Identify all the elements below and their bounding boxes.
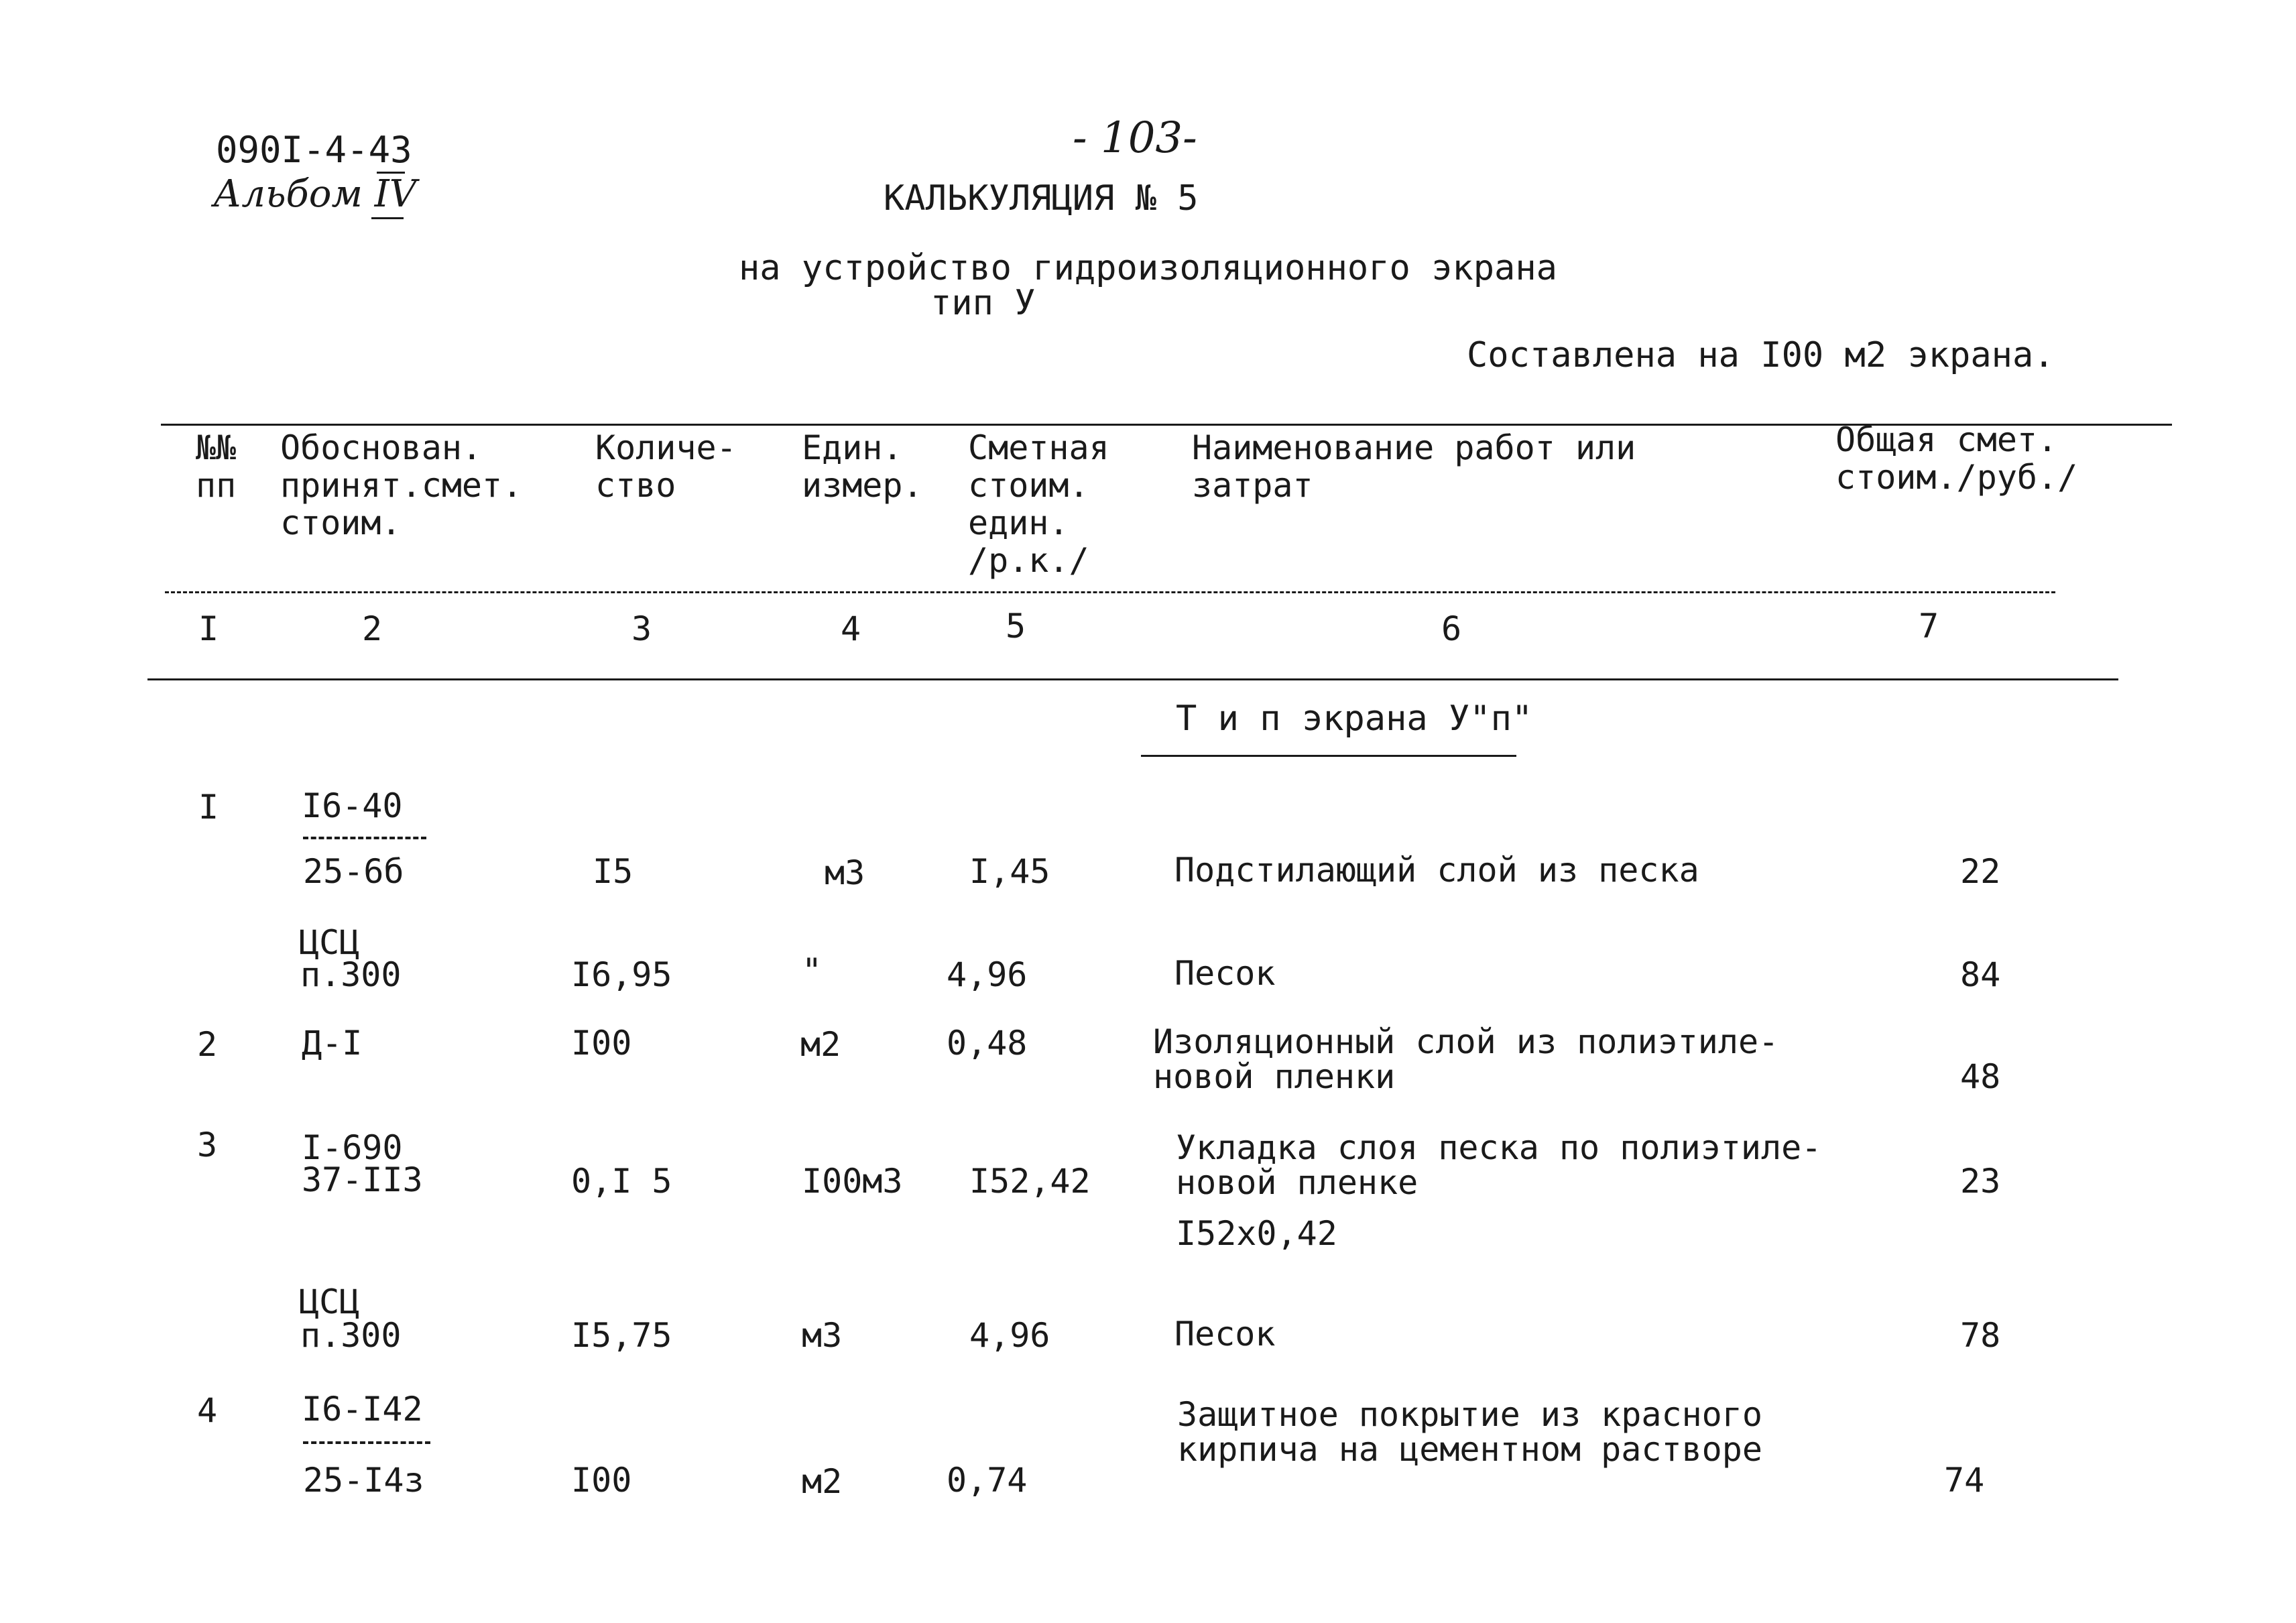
col-number-6: 6 [1441, 609, 1462, 648]
calculation-title: КАЛЬКУЛЯЦИЯ № 5 [884, 178, 1199, 219]
row-2-name-line-1: Изоляционный слой из полиэтиле- [1153, 1022, 1779, 1061]
numbers-bottom-rule [147, 678, 2118, 680]
row-1a-qty: I6,95 [571, 955, 672, 994]
col-number-2: 2 [362, 609, 383, 648]
calculation-type: тип У [930, 283, 1036, 323]
row-4-basis-divider [303, 1441, 430, 1444]
document-code: 090I-4-43 [216, 129, 412, 171]
row-3a-basis-top: ЦСЦ [299, 1282, 360, 1321]
header-col-3: Количе- ство [595, 428, 737, 505]
row-4-total: 74 [1944, 1461, 1985, 1500]
row-3-name-line-1: Укладка слоя песка по полиэтиле- [1176, 1128, 1822, 1167]
row-4-unit: м2 [802, 1462, 843, 1501]
row-3a-price: 4,96 [969, 1316, 1050, 1355]
row-3a-total: 78 [1960, 1316, 2001, 1355]
row-1-num: I [198, 788, 219, 827]
row-1-price: I,45 [969, 852, 1050, 891]
section-title: Т и п экрана У"п" [1176, 699, 1533, 739]
row-3-basis-bottom: 37-II3 [302, 1160, 423, 1199]
row-1-qty: I5 [593, 852, 633, 891]
col-number-1: I [198, 609, 219, 648]
row-2-name-line-2: новой пленки [1153, 1057, 1396, 1096]
album-underline [371, 217, 404, 219]
row-1-basis-divider [303, 837, 426, 839]
page-number: - 103- [1073, 113, 1197, 163]
row-3-qty: 0,I 5 [571, 1162, 672, 1201]
header-col-7: Общая смет. стоим./руб./ [1835, 420, 2078, 497]
row-1-total: 22 [1960, 852, 2001, 891]
row-3a-qty: I5,75 [571, 1316, 672, 1355]
row-2-basis: Д-I [302, 1024, 363, 1063]
col-number-3: 3 [631, 609, 652, 648]
row-3-basis-top: I-690 [302, 1128, 403, 1167]
row-1-basis-top: I6-40 [302, 786, 403, 825]
row-3-total: 23 [1960, 1162, 2001, 1201]
col-number-4: 4 [841, 609, 861, 648]
row-4-name-line-2: кирпича на цементном растворе [1177, 1430, 1762, 1469]
row-1-name: Подстилающий слой из песка [1174, 851, 1699, 890]
row-3-calc: I52х0,42 [1176, 1214, 1337, 1253]
calculation-subtitle: на устройство гидроизоляционного экрана [739, 248, 1557, 288]
row-3a-unit: м3 [802, 1316, 843, 1355]
row-1a-price: 4,96 [947, 955, 1028, 994]
row-4-price: 0,74 [947, 1461, 1028, 1500]
row-4-qty: I00 [571, 1461, 632, 1500]
col-number-5: 5 [1006, 607, 1026, 646]
col-number-7: 7 [1919, 607, 1939, 646]
row-1a-name: Песок [1174, 954, 1276, 993]
row-1-unit: м3 [825, 853, 865, 892]
row-3-name-line-2: новой пленке [1176, 1163, 1418, 1202]
row-1a-total: 84 [1960, 955, 2001, 994]
header-col-6: Наименование работ или затрат [1192, 428, 1636, 505]
row-4-num: 4 [197, 1391, 218, 1430]
row-1a-basis-top: ЦСЦ [299, 923, 360, 962]
row-2-unit: м2 [800, 1025, 841, 1064]
row-1-basis-bottom: 25-6б [303, 852, 404, 891]
row-2-total: 48 [1960, 1057, 2001, 1096]
row-3a-name: Песок [1174, 1315, 1276, 1354]
album-label: Альбом IV [213, 172, 417, 216]
row-1a-basis-bottom: п.300 [300, 955, 402, 994]
header-col-4: Един. измер. [802, 428, 923, 505]
row-2-num: 2 [197, 1025, 218, 1064]
header-col-2: Обоснован. принят.смет. стоим. [280, 428, 523, 542]
header-col-5: Сметная стоим. един. /р.к./ [968, 428, 1109, 580]
row-2-price: 0,48 [947, 1024, 1028, 1063]
row-3-unit: I00м3 [802, 1162, 903, 1201]
row-3-num: 3 [197, 1126, 218, 1164]
header-col-1: №№ пп [196, 428, 237, 505]
row-3-price: I52,42 [969, 1162, 1091, 1201]
row-4-name-line-1: Защитное покрытие из красного [1177, 1395, 1762, 1434]
row-3a-basis-bottom: п.300 [300, 1316, 402, 1355]
row-1a-unit: " [802, 951, 823, 990]
section-title-underline [1141, 755, 1516, 757]
row-4-basis-bottom: 25-I4з [303, 1461, 424, 1500]
row-2-qty: I00 [571, 1024, 632, 1063]
row-4-basis-top: I6-I42 [302, 1390, 423, 1429]
calculation-basis: Составлена на I00 м2 экрана. [1467, 335, 2055, 375]
header-bottom-rule [165, 591, 2055, 593]
